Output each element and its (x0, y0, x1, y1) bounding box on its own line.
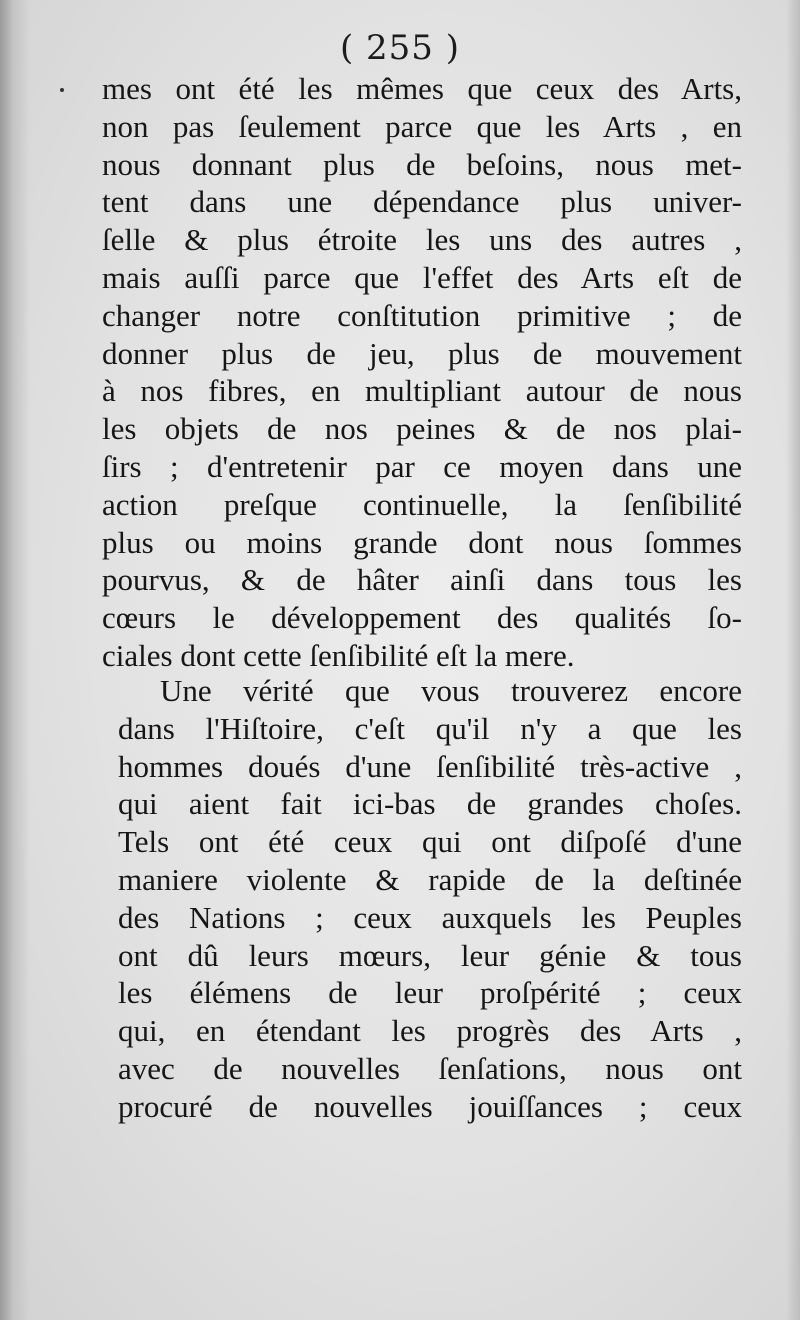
page-number: ( 255 ) (339, 28, 461, 68)
text-line: les objets de nos peines & de nos plai- (102, 411, 742, 447)
text-line: avec de nouvelles ſenſations, nous ont (118, 1050, 742, 1086)
text-line: dans l'Hiſtoire, c'eſt qu'il n'y a que les (118, 710, 742, 746)
text-line: des Nations ; ceux auxquels les Peuples (118, 899, 742, 935)
text-line: mais auſſi parce que l'effet des Arts eſt de (102, 259, 742, 295)
text-line: Une vérité que vous trouverez encore (160, 673, 742, 708)
text-line: ont dû leurs mœurs, leur génie & tous (118, 937, 742, 973)
text-line: ſelle & plus étroite les uns des autres , (102, 222, 742, 258)
text-line: les élémens de leur proſpérité ; ceux (118, 975, 742, 1011)
text-line: hommes doués d'une ſenſibilité très-active , (118, 748, 742, 784)
page-edge (786, 0, 800, 1320)
text-line: non pas ſeulement parce que les Arts , en (102, 108, 742, 144)
text-line: Tels ont été ceux qui ont diſpoſé d'une (118, 824, 742, 860)
gutter-shadow (0, 0, 30, 1320)
text-line: qui aient fait ici-bas de grandes choſes. (118, 786, 742, 822)
paragraph-continuation (102, 70, 742, 675)
text-line: nous donnant plus de beſoins, nous met- (102, 146, 742, 182)
text-line: procuré de nouvelles jouiſſances ; ceux (118, 1088, 742, 1124)
paragraph (118, 672, 742, 1126)
text-line: mes ont été les mêmes que ceux des Arts, (102, 71, 742, 106)
text-line: cœurs le développement des qualités ſo- (102, 600, 742, 636)
text-line: donner plus de jeu, plus de mouvement (102, 335, 742, 371)
text-line: action preſque continuelle, la ſenſibilité (102, 486, 742, 522)
text-line: ſirs ; d'entretenir par ce moyen dans une (102, 448, 742, 484)
text-line: changer notre conſtitution primitive ; de (102, 297, 742, 333)
text-line: pourvus, & de hâter ainſi dans tous les (102, 562, 742, 598)
text-line: à nos fibres, en multipliant autour de nous (102, 373, 742, 409)
ink-speck (60, 88, 64, 92)
text-line: ciales dont cette ſenſibilité eſt la mere. (102, 637, 575, 673)
text-line: maniere violente & rapide de la deſtinée (118, 861, 742, 897)
text-line: tent dans une dépendance plus univer- (102, 184, 742, 220)
text-line: qui, en étendant les progrès des Arts , (118, 1013, 742, 1049)
text-line: plus ou moins grande dont nous ſommes (102, 524, 742, 560)
